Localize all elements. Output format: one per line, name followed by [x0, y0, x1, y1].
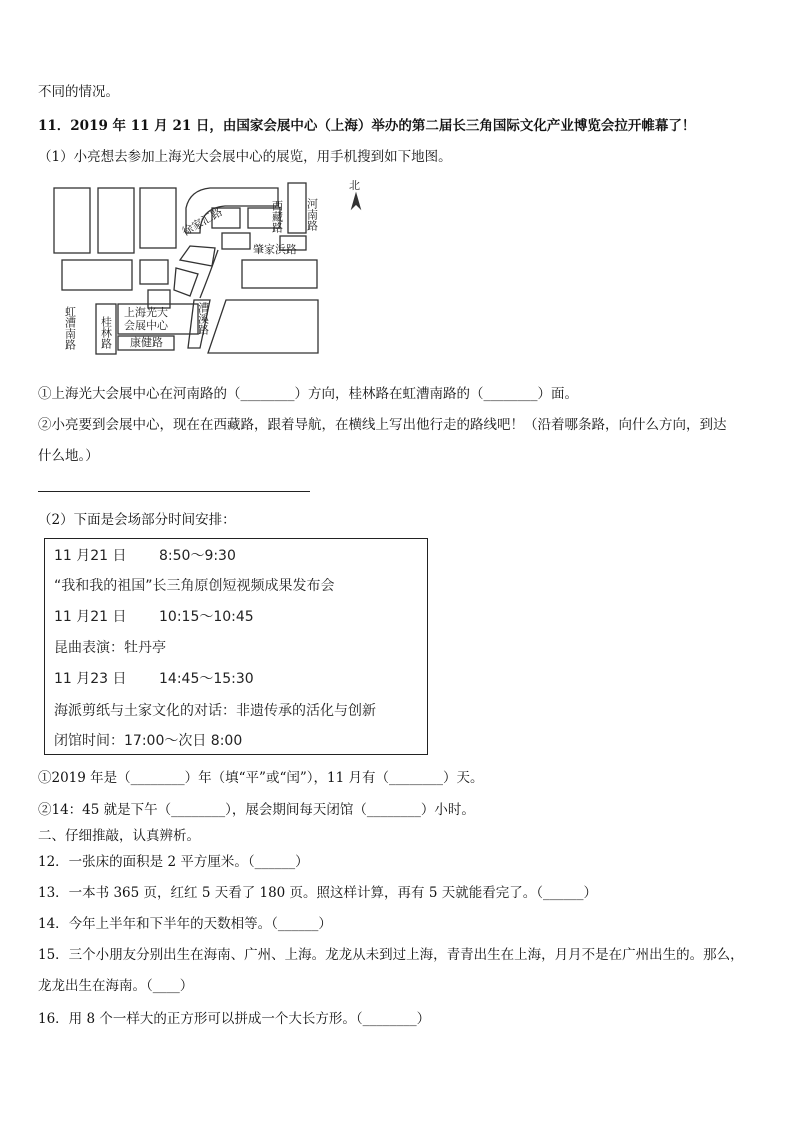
question-11-1b-line1: ②小亮要到会展中心，现在在西藏路，跟着导航，在横线上写出他行走的路线吧！（沿着哪条路，向什么方向，到达	[38, 417, 727, 433]
page-line-intro: 不同的情况。	[38, 84, 119, 100]
question-13: 13．一本书 365 页，红红 5 天看了 180 页。照这样计算，再有 5 天就能看完了。（______）	[38, 885, 597, 901]
section-heading-2: 二、仔细推敲，认真辨析。	[38, 828, 200, 844]
question-11-1b-line2: 什么地。）	[38, 448, 99, 464]
schedule-box	[44, 538, 428, 755]
question-16: 16．用 8 个一样大的正方形可以拼成一个大长方形。（________）	[38, 1011, 431, 1027]
question-11-1a: ①上海光大会展中心在河南路的（________）方向，桂林路在虹漕南路的（________）面。	[38, 386, 578, 402]
schedule-row-6: 海派剪纸与土家文化的对话：非遗传承的活化与创新	[54, 703, 376, 719]
question-11: 11．2019 年 11 月 21 日，由国家会展中心（上海）举办的第二届长三角国际文化产业博览会拉开帷幕了！	[38, 118, 696, 134]
answer-blank-line[interactable]	[38, 491, 310, 492]
schedule-time: 10:15～10:45	[159, 609, 254, 625]
schedule-time: 8:50～9:30	[159, 548, 236, 564]
question-11-2a: ①2019 年是（________）年（填“平”或“闰”），11 月有（________）天。	[38, 770, 484, 786]
map-block	[242, 260, 317, 288]
question-14: 14．今年上半年和下半年的天数相等。（______）	[38, 916, 332, 932]
map-label-caoxi: 漕溪路	[196, 302, 210, 335]
map-block	[288, 183, 306, 233]
question-15-line1: 15．三个小朋友分别出生在海南、广州、上海。龙龙从未到过上海，青青出生在上海，月月不是在广州出生的。那么，	[38, 947, 744, 963]
map-block	[140, 188, 176, 248]
map-block	[174, 268, 198, 296]
map-block	[222, 233, 250, 249]
schedule-date: 11 月21 日	[54, 609, 127, 625]
schedule-row-7: 闭馆时间：17:00～次日 8:00	[54, 733, 243, 749]
map-label-henan: 河南路	[305, 198, 319, 231]
question-11-part-2: （2）下面是会场部分时间安排：	[38, 512, 236, 528]
question-11-part-1: （1）小亮想去参加上海光大会展中心的展览，用手机搜到如下地图。	[38, 149, 452, 165]
schedule-row-3	[54, 608, 254, 626]
question-15-line2: 龙龙出生在海南。（____）	[38, 978, 194, 994]
map-label-xizang: 西藏路	[270, 200, 284, 233]
map-label-kangjian: 康健路	[130, 336, 163, 349]
map-label-center-1: 上海光大	[124, 306, 168, 319]
question-11-2b: ②14：45 就是下午（________），展会期间每天闭馆（________）小时。	[38, 802, 475, 818]
map-block	[140, 260, 168, 284]
map-block	[54, 188, 90, 253]
map-label-center-2: 会展中心	[124, 319, 168, 332]
north-arrow-icon	[352, 194, 360, 208]
map-road-line	[200, 250, 218, 298]
schedule-row-2: “我和我的祖国”长三角原创短视频成果发布会	[54, 578, 335, 594]
map-block	[180, 246, 215, 266]
schedule-time: 14:45～15:30	[159, 671, 254, 687]
map-label-hongcaonan: 虹漕南路	[63, 306, 77, 350]
schedule-date: 11 月23 日	[54, 671, 127, 687]
street-map	[40, 178, 380, 368]
map-label-guilin: 桂林路	[99, 316, 113, 349]
schedule-row-4: 昆曲表演：牡丹亭	[54, 640, 166, 656]
question-12: 12．一张床的面积是 2 平方厘米。（______）	[38, 854, 309, 870]
schedule-date: 11 月21 日	[54, 548, 127, 564]
schedule-row-5	[54, 670, 254, 688]
map-block	[98, 188, 134, 253]
schedule-row-1	[54, 547, 236, 565]
map-label-xujia: 徐家汇路	[180, 205, 225, 239]
map-block	[208, 300, 318, 353]
map-north-label: 北	[349, 179, 360, 192]
map-block	[62, 260, 132, 290]
map-label-zhaojiabang: 肇家浜路	[253, 243, 297, 256]
